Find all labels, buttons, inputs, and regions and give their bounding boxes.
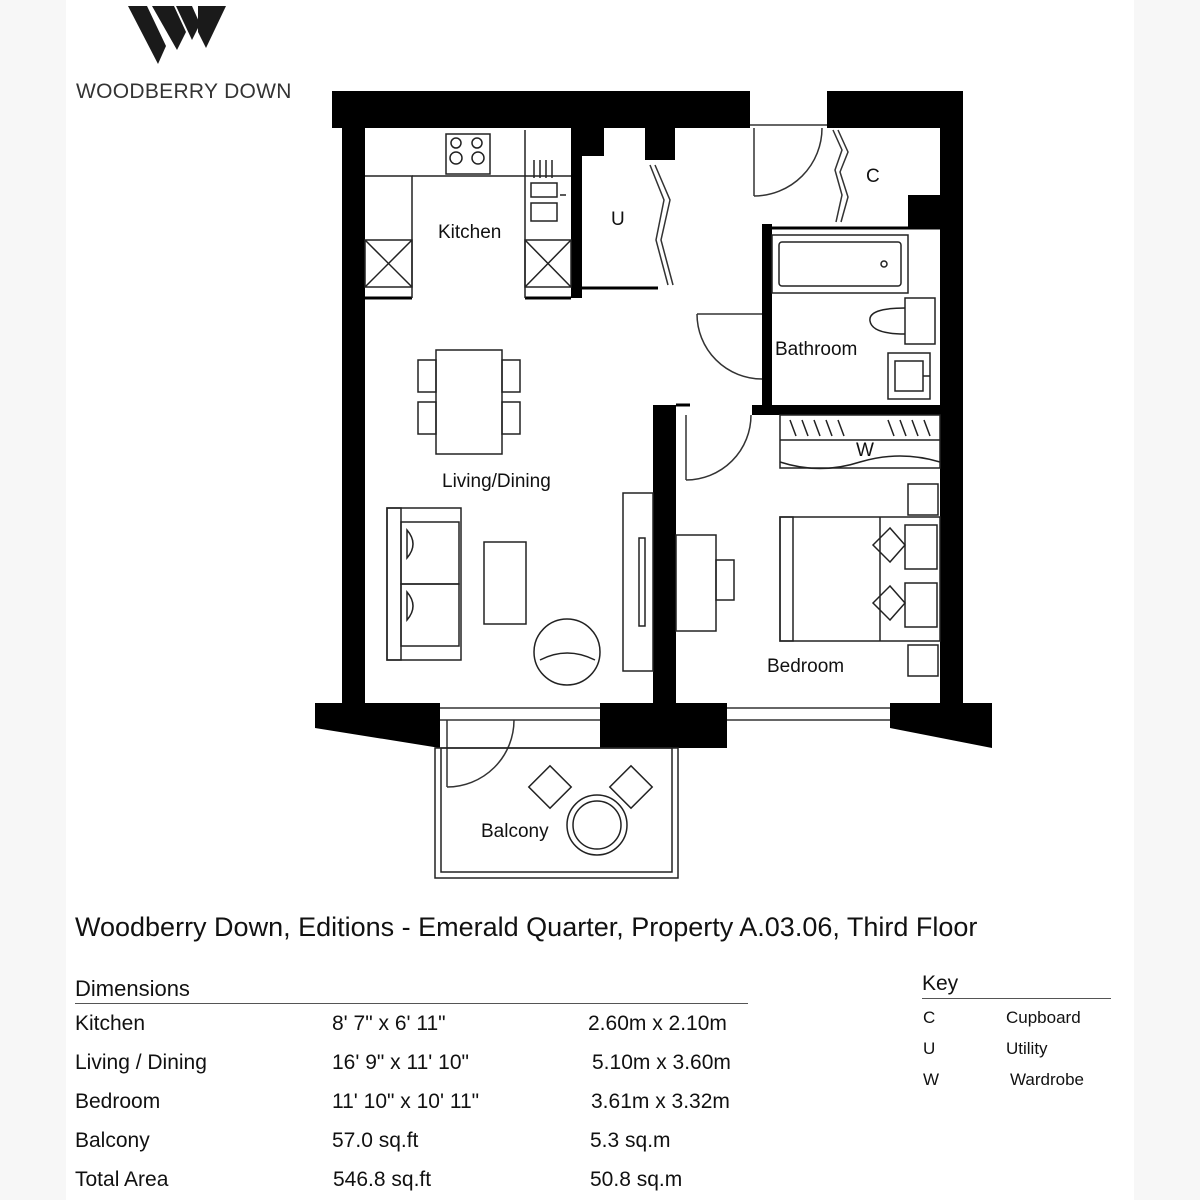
- key-heading: Key: [922, 972, 1111, 999]
- label-balcony: Balcony: [481, 821, 549, 842]
- key-code: U: [923, 1039, 936, 1058]
- room-name: Bedroom: [75, 1090, 161, 1113]
- balcony-outline: [435, 748, 678, 878]
- table-row: [75, 1082, 750, 1121]
- imperial-size: 8' 7" x 6' 11": [332, 1012, 446, 1035]
- bed-icon: [780, 517, 940, 641]
- room-name: Kitchen: [75, 1012, 146, 1035]
- tv-unit-icon: [623, 493, 653, 671]
- metric-size: 5.3 sq.m: [590, 1129, 671, 1152]
- dimensions-table: [75, 976, 750, 1199]
- label-cupboard: C: [866, 166, 880, 187]
- table-row: [75, 1004, 750, 1043]
- bathtub-icon: [772, 235, 908, 293]
- table-row: [75, 1043, 750, 1082]
- list-item: [922, 999, 1112, 1030]
- key-label: Utility: [1006, 1039, 1048, 1058]
- label-bathroom: Bathroom: [775, 339, 858, 360]
- label-bedroom: Bedroom: [767, 656, 845, 677]
- label-living-dining: Living/Dining: [442, 471, 551, 492]
- key-code: C: [923, 1008, 936, 1027]
- property-title: Woodberry Down, Editions - Emerald Quarter, Property A.03.06, Third Floor: [75, 912, 978, 942]
- room-name: Total Area: [75, 1168, 169, 1191]
- bathroom-door: [697, 314, 762, 379]
- desk-icon: [676, 535, 734, 631]
- metric-size: 5.10m x 3.60m: [592, 1051, 731, 1074]
- dining-table-icon: [418, 350, 520, 454]
- room-name: Living / Dining: [75, 1051, 207, 1074]
- cupboard-doors: [650, 130, 848, 285]
- metric-size: 2.60m x 2.10m: [588, 1012, 727, 1035]
- sofa-icon: [387, 508, 461, 660]
- sink-icon: [531, 160, 566, 221]
- label-kitchen: Kitchen: [438, 222, 502, 243]
- balcony-door: [447, 720, 514, 787]
- brand-name: WOODBERRY DOWN: [76, 80, 292, 103]
- label-wardrobe: W: [856, 440, 874, 461]
- key-code: W: [923, 1070, 940, 1089]
- table-row: [75, 1121, 750, 1160]
- entrance-door: [750, 125, 827, 196]
- bedside-table-icon: [908, 645, 938, 676]
- key-label: Cupboard: [1006, 1008, 1081, 1027]
- key-label: Wardrobe: [1010, 1070, 1085, 1089]
- room-name: Balcony: [75, 1129, 150, 1152]
- basin-icon: [888, 353, 930, 399]
- armchair-icon: [534, 619, 600, 685]
- toilet-icon: [870, 298, 935, 344]
- list-item: [922, 1061, 1112, 1092]
- table-row: [75, 1160, 750, 1199]
- dimensions-heading: Dimensions: [75, 976, 748, 1004]
- metric-size: 50.8 sq.m: [590, 1168, 683, 1191]
- kitchen-units: [365, 130, 571, 298]
- coffee-table-icon: [484, 542, 526, 624]
- label-utility: U: [611, 209, 625, 230]
- metric-size: 3.61m x 3.32m: [591, 1090, 730, 1113]
- imperial-size: 546.8 sq.ft: [333, 1168, 432, 1191]
- list-item: [922, 1030, 1112, 1061]
- bedroom-door: [686, 415, 751, 480]
- imperial-size: 11' 10" x 10' 11": [332, 1090, 480, 1113]
- key-legend: [922, 972, 1112, 1092]
- imperial-size: 16' 9" x 11' 10": [332, 1051, 469, 1074]
- bedside-table-icon: [908, 484, 938, 515]
- hob-icon: [446, 134, 490, 174]
- imperial-size: 57.0 sq.ft: [332, 1129, 419, 1152]
